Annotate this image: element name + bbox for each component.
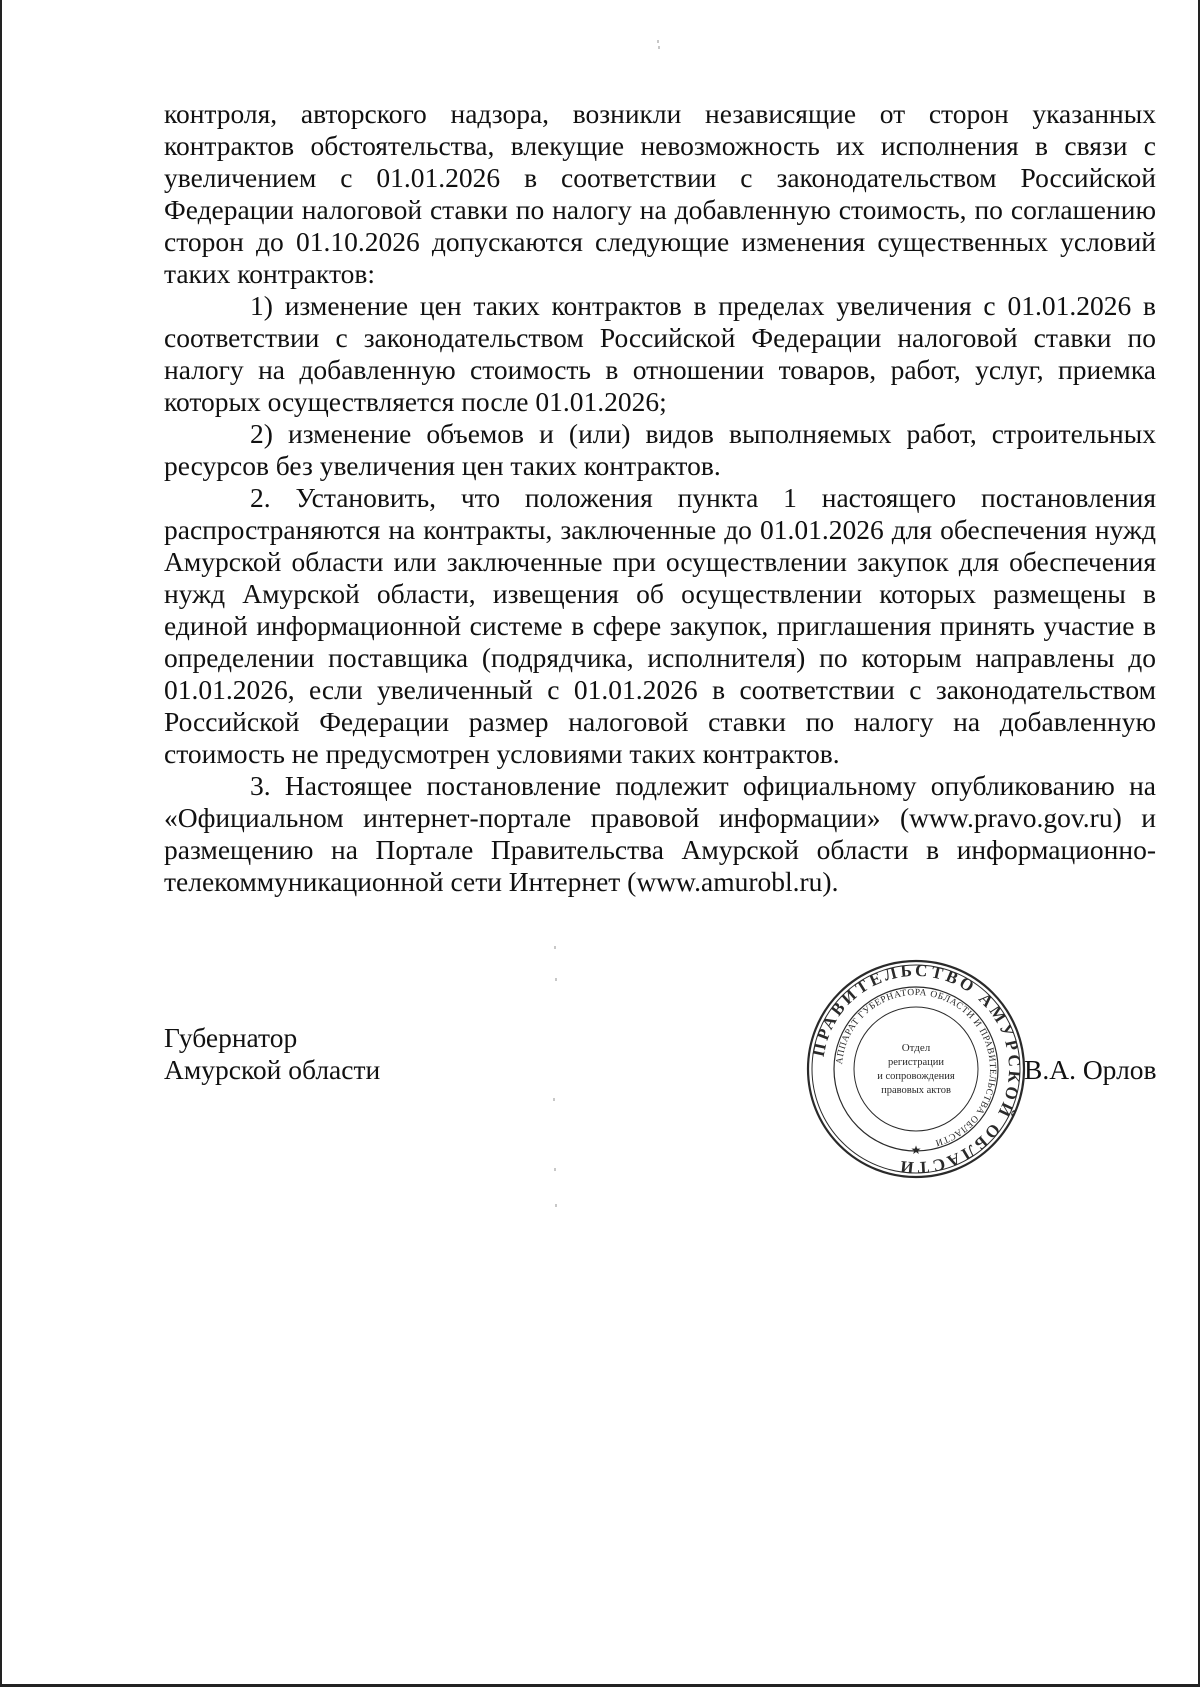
seal-outer-text: ПРАВИТЕЛЬСТВО АМУРСКОЙ ОБЛАСТИ (808, 960, 1025, 1178)
paragraph-clause-3: 3. Настоящее постановление подлежит официальному опубликованию на «Официальном интернет-портале правовой информации» (www.pravo.gov.ru) и размещению на Портале Правительства Амурской области в информационно-телекоммуникационной сети Интернет (www.amurobl.ru). (164, 770, 1156, 897)
paragraph-continuation: контроля, авторского надзора, возникли независящие от сторон указанных контрактов обстоятельства, влекущие невозможность их исполнения в связи с увеличением с 01.01.2026 в соответствии с законодательством Российской Федерации налоговой ставки по налогу на добавленную стоимость, по соглашению сторон до 01.10.2026 допускаются следующие изменения существенных условий таких контрактов: (164, 98, 1156, 289)
signatory-title-line1: Губернатор (164, 1022, 298, 1053)
signatory-title-line2: Амурской области (164, 1054, 381, 1085)
signatory-title (164, 1022, 380, 1086)
seal-center-line-4: правовых актов (881, 1085, 951, 1096)
signatory-name: В.А. Орлов (1024, 1054, 1157, 1085)
seal-center-line-3: и сопровождения (877, 1071, 955, 1082)
seal-center-line-2: регистрации (888, 1057, 944, 1068)
paragraph-clause-2: 2. Установить, что положения пункта 1 настоящего постановления распространяются на контракты, заключенные до 01.01.2026 для обеспечения нужд Амурской области или заключенные при осуществлении закупок для обеспечения нужд Амурской области, извещения об осуществлении которых размещены в единой информационной системе в сфере закупок, приглашения принять участие в определении поставщика (подрядчика, исполнителя) по которым направлены до 01.01.2026, если увеличенный с 01.01.2026 в соответствии с законодательством Российской Федерации размер налоговой ставки по налогу на добавленную стоимость не предусмотрен условиями таких контрактов. (164, 482, 1156, 769)
seal-star-icon: ★ (910, 1143, 922, 1157)
paragraph-item-1: 1) изменение цен таких контрактов в пределах увеличения с 01.01.2026 в соответствии с законодательством Российской Федерации налоговой ставки по налогу на добавленную стоимость в отношении товаров, работ, услуг, приемка которых осуществляется после 01.01.2026; (164, 290, 1156, 417)
seal-center-line-1: Отдел (901, 1042, 931, 1054)
document-body (164, 98, 1156, 898)
seal-inner-text: АППАРАТ ГУБЕРНАТОРА ОБЛАСТИ И ПРАВИТЕЛЬСТВА ОБЛАСТИ (835, 987, 998, 1148)
paragraph-item-2: 2) изменение объемов и (или) видов выполняемых работ, строительных ресурсов без увеличения цен таких контрактов. (164, 418, 1156, 481)
official-seal (805, 958, 1027, 1180)
